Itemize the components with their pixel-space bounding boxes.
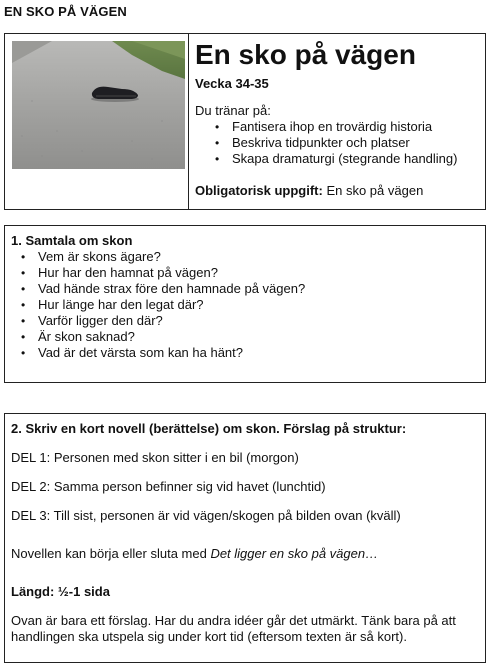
assignment-title: En sko på vägen — [195, 39, 416, 70]
task2-title: 2. Skriv en kort novell (berättelse) om skon. Förslag på struktur: — [11, 421, 407, 436]
questions-list — [38, 249, 479, 361]
shoe-on-road-photo — [12, 41, 185, 169]
list-item: • Hur har den hamnat på vägen? — [38, 265, 479, 281]
list-item: • Skapa dramaturgi (stegrande handling) — [232, 151, 485, 167]
list-item: • Är skon saknad? — [38, 329, 479, 345]
part-1: DEL 1: Personen med skon sitter i en bil (morgon) — [11, 450, 299, 465]
mandatory-task — [195, 183, 485, 199]
part-3: DEL 3: Till sist, personen är vid vägen/skogen på bilden ovan (kväll) — [11, 508, 401, 523]
photo-cell — [5, 34, 189, 209]
story-start-prefix: Novellen kan börja eller sluta med — [11, 546, 211, 561]
week-label: Vecka 34-35 — [195, 76, 269, 91]
task1-box — [4, 225, 486, 383]
list-item: • Vad är det värsta som kan ha hänt? — [38, 345, 479, 361]
mandatory-label: Obligatorisk uppgift: — [195, 183, 323, 198]
list-item: • Vad hände strax före den hamnade på vägen? — [38, 281, 479, 297]
task1-title: 1. Samtala om skon — [11, 233, 133, 248]
note-text: Ovan är bara ett förslag. Har du andra idéer går det utmärkt. Tänk bara på att handlingen ska utspela sig under kort tid (eftersom texten är så kort). — [11, 613, 456, 644]
page-title: EN SKO PÅ VÄGEN — [4, 4, 127, 19]
part-2: DEL 2: Samma person befinner sig vid havet (lunchtid) — [11, 479, 326, 494]
intro-info — [188, 34, 485, 209]
story-start-quote: Det ligger en sko på vägen… — [210, 546, 379, 561]
list-item: • Varför ligger den där? — [38, 313, 479, 329]
list-item: • Fantisera ihop en trovärdig historia — [232, 119, 485, 135]
list-item: • Hur länge har den legat där? — [38, 297, 479, 313]
story-start — [11, 546, 479, 562]
length-label: Längd: ½-1 sida — [11, 584, 110, 599]
mandatory-value: En sko på vägen — [326, 183, 424, 198]
intro-box — [4, 33, 486, 210]
list-item: • Vem är skons ägare? — [38, 249, 479, 265]
trains-label: Du tränar på: — [195, 103, 271, 118]
task2-box — [4, 413, 486, 663]
list-item: • Beskriva tidpunkter och platser — [232, 135, 485, 151]
skills-list — [232, 119, 485, 167]
